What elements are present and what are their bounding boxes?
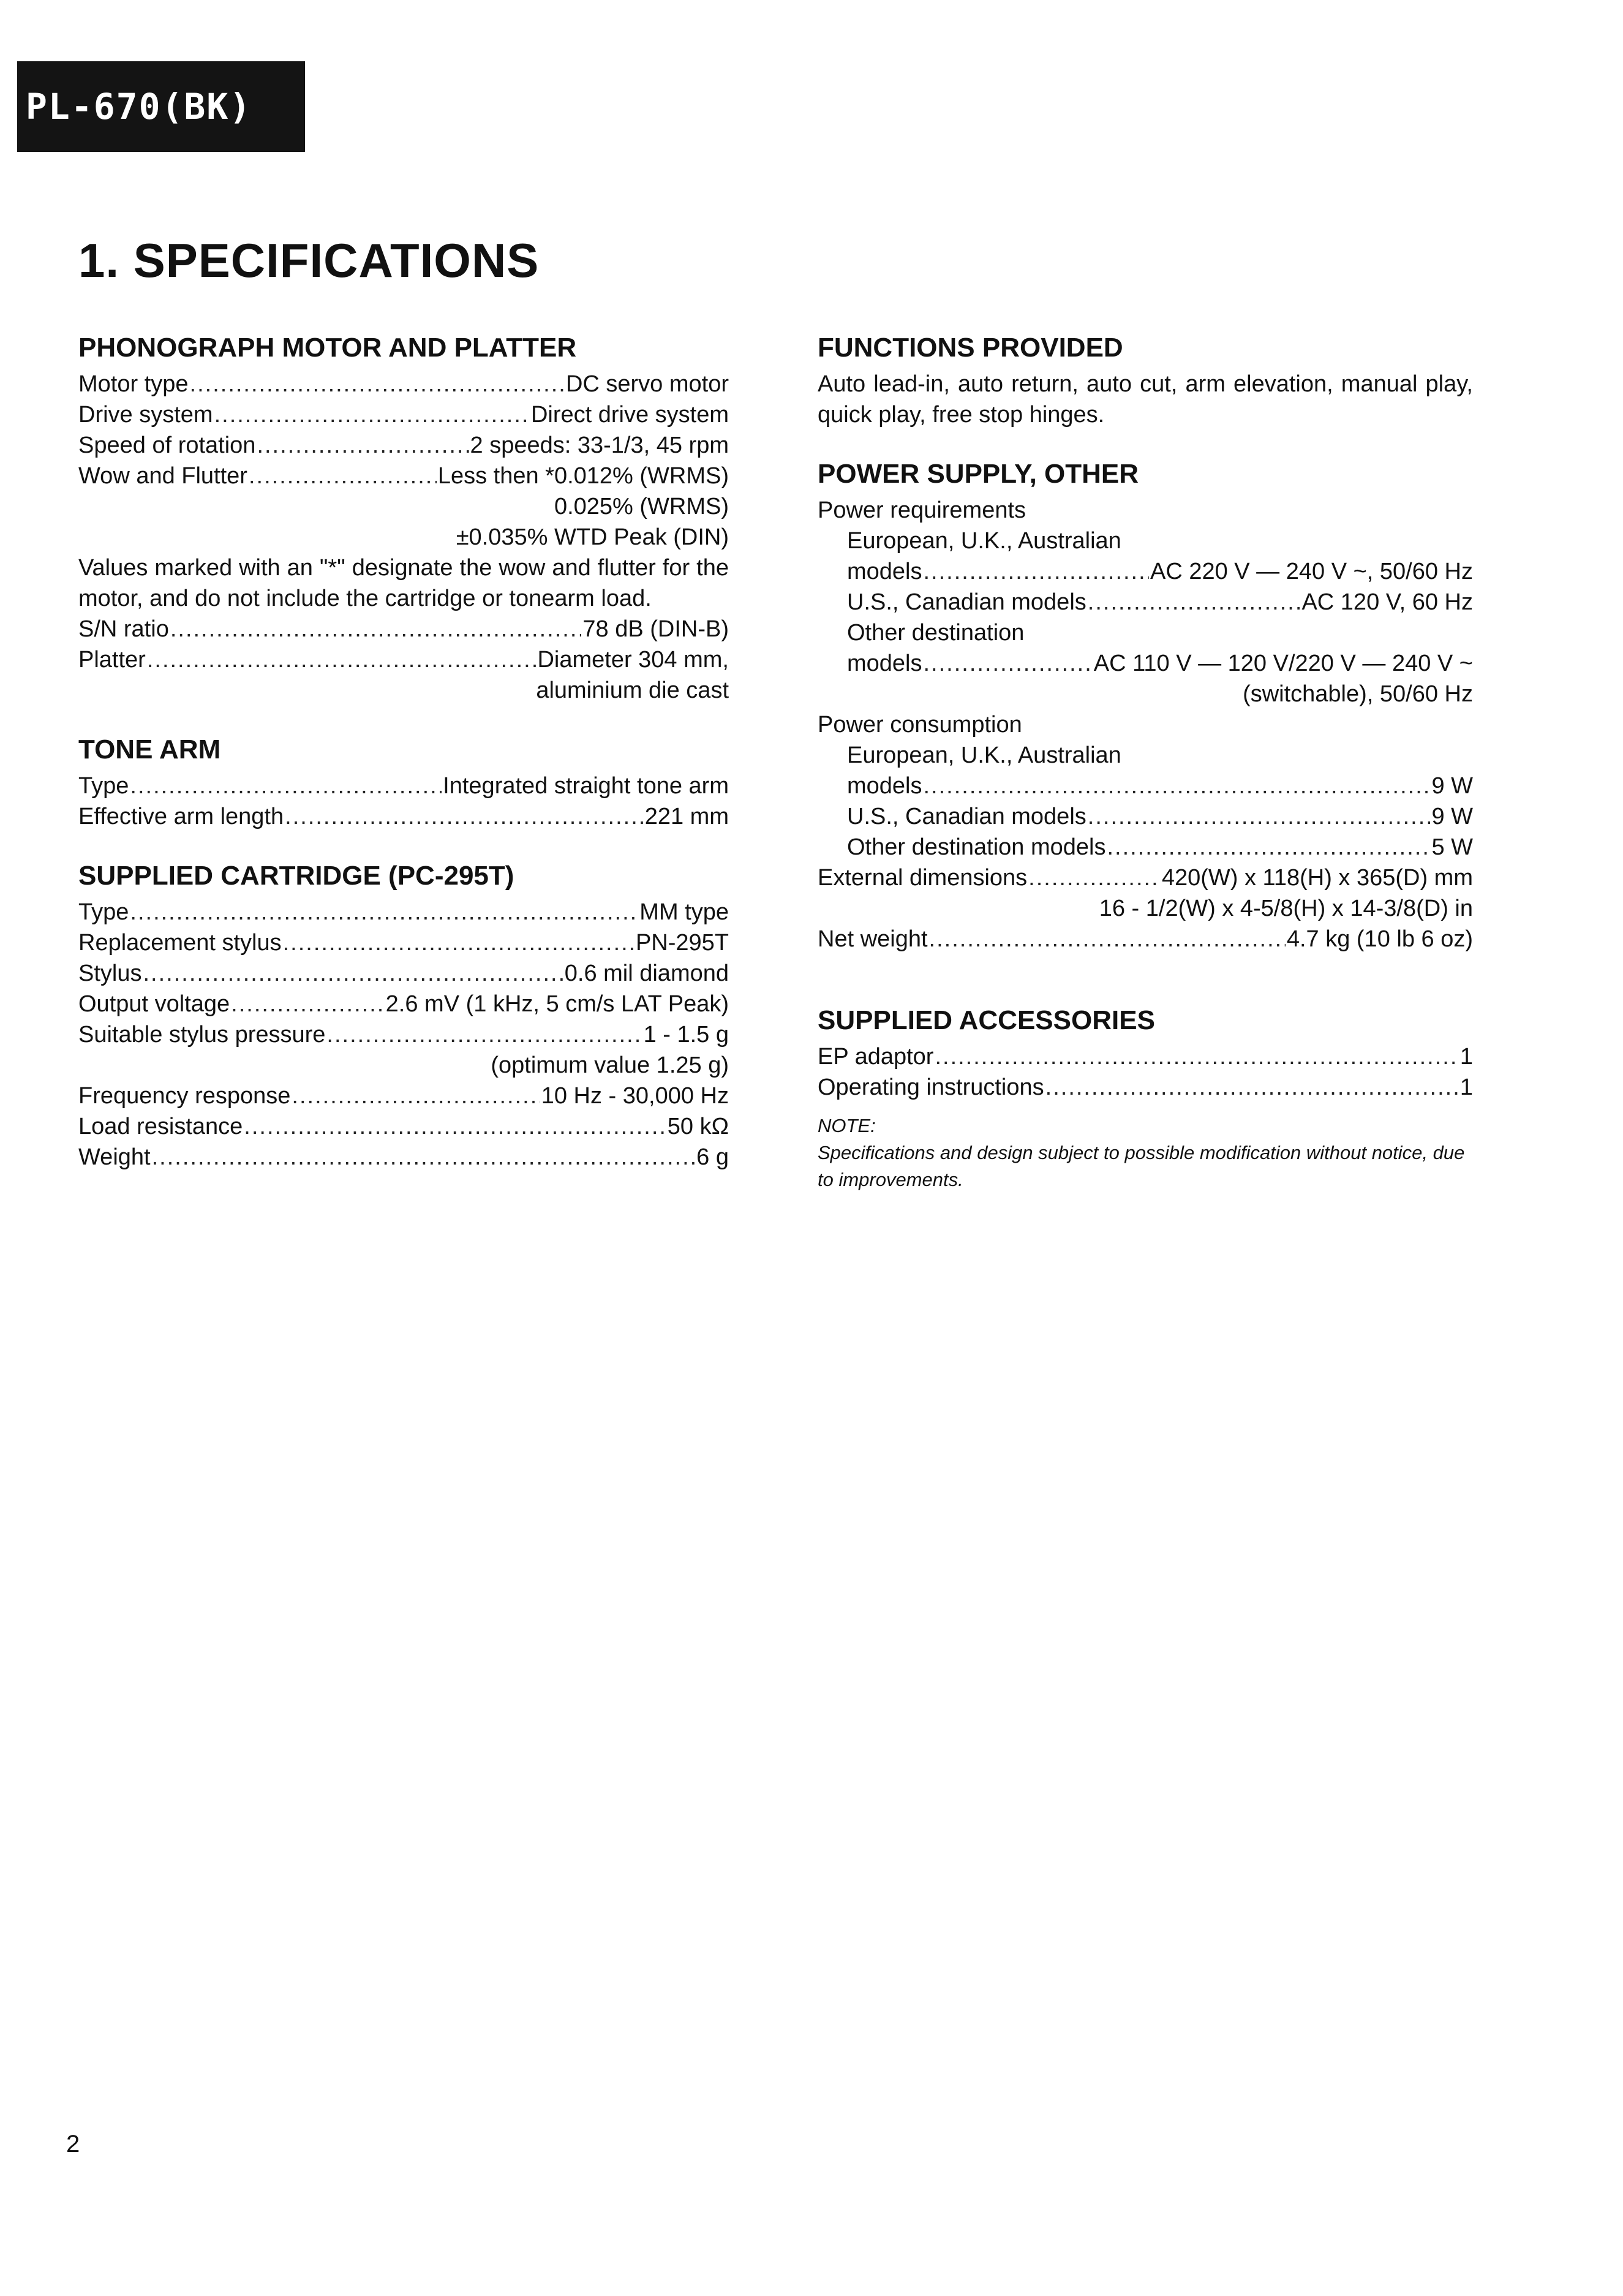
spec-label: Drive system bbox=[78, 402, 213, 428]
spec-row-consumption-other bbox=[818, 832, 1473, 863]
spec-label: Platter bbox=[78, 647, 146, 673]
spec-label: Motor type bbox=[78, 371, 189, 397]
note-label: NOTE: bbox=[818, 1115, 876, 1136]
spec-label: Effective arm length bbox=[78, 804, 284, 829]
power-section bbox=[818, 457, 1473, 954]
power-requirements-label: Power requirements bbox=[818, 497, 1026, 523]
spec-row-consumption-us bbox=[818, 801, 1473, 832]
spec-row-sn-ratio bbox=[78, 614, 729, 644]
spec-label: Suitable stylus pressure bbox=[78, 1022, 326, 1048]
spec-label: Wow and Flutter bbox=[78, 463, 247, 489]
spec-value: 9 W bbox=[1431, 773, 1473, 799]
spec-value-continued: 16 - 1/2(W) x 4-5/8(H) x 14-3/8(D) in bbox=[1099, 896, 1473, 921]
spec-value: PN-295T bbox=[635, 930, 729, 956]
spec-row-dimensions bbox=[818, 863, 1473, 893]
spec-value: 10 Hz - 30,000 Hz bbox=[541, 1083, 729, 1109]
spec-row-speed bbox=[78, 430, 729, 461]
spec-row-power-eu bbox=[818, 556, 1473, 587]
leader-dots bbox=[1088, 801, 1431, 832]
leader-dots bbox=[249, 461, 437, 491]
spec-label: Replacement stylus bbox=[78, 930, 282, 956]
spec-value: 2 speeds: 33-1/3, 45 rpm bbox=[470, 432, 729, 458]
spec-value: Less then *0.012% (WRMS) bbox=[437, 463, 729, 489]
spec-value: 6 g bbox=[696, 1144, 729, 1170]
spec-label: S/N ratio bbox=[78, 616, 169, 642]
spec-value: MM type bbox=[639, 899, 729, 925]
spec-row-replacement-stylus bbox=[78, 927, 729, 958]
power-consumption-label: Power consumption bbox=[818, 712, 1022, 738]
spec-value: DC servo motor bbox=[565, 371, 729, 397]
model-label: PL-670(BK) bbox=[26, 86, 252, 127]
spec-value: Diameter 304 mm, bbox=[537, 647, 729, 673]
spec-value: 4.7 kg (10 lb 6 oz) bbox=[1286, 926, 1473, 952]
spec-value: AC 110 V — 120 V/220 V — 240 V ~ bbox=[1093, 651, 1473, 676]
spec-label: External dimensions bbox=[818, 865, 1028, 891]
spec-row-stylus-pressure bbox=[78, 1019, 729, 1050]
leader-dots bbox=[152, 1142, 696, 1173]
spec-value: AC 120 V, 60 Hz bbox=[1301, 589, 1473, 615]
spec-row-load-resistance bbox=[78, 1111, 729, 1142]
spec-row-stylus bbox=[78, 958, 729, 989]
spec-row-arm-length bbox=[78, 801, 729, 832]
functions-text: Auto lead-in, auto return, auto cut, arm elevation, manual play, quick play, free stop hinges. bbox=[818, 371, 1473, 428]
spec-label: Frequency response bbox=[78, 1083, 291, 1109]
leader-dots bbox=[929, 924, 1286, 954]
motor-section bbox=[78, 331, 729, 706]
power-heading: POWER SUPPLY, OTHER bbox=[818, 459, 1139, 489]
spec-label: U.S., Canadian models bbox=[847, 804, 1086, 829]
functions-heading: FUNCTIONS PROVIDED bbox=[818, 333, 1123, 363]
spec-label: Net weight bbox=[818, 926, 928, 952]
spec-value: 2.6 mV (1 kHz, 5 cm/s LAT Peak) bbox=[385, 991, 729, 1017]
leader-dots bbox=[935, 1041, 1458, 1072]
spec-value-continued: 0.025% (WRMS) bbox=[554, 494, 729, 519]
spec-value-continued: ±0.035% WTD Peak (DIN) bbox=[456, 524, 729, 550]
leader-dots bbox=[214, 399, 530, 430]
spec-label: Weight bbox=[78, 1144, 151, 1170]
spec-row-wow-flutter bbox=[78, 461, 729, 491]
spec-value: 78 dB (DIN-B) bbox=[582, 616, 729, 642]
spec-row-drive-system bbox=[78, 399, 729, 430]
spec-row-motor-type bbox=[78, 369, 729, 399]
cartridge-heading: SUPPLIED CARTRIDGE (PC-295T) bbox=[78, 861, 514, 891]
spec-label: Stylus bbox=[78, 961, 142, 986]
spec-row-weight bbox=[78, 1142, 729, 1173]
spec-value-continued: aluminium die cast bbox=[536, 678, 729, 703]
page-number: 2 bbox=[66, 2131, 80, 2158]
leader-dots bbox=[283, 927, 635, 958]
spec-value-continued: (optimum value 1.25 g) bbox=[491, 1052, 729, 1078]
cartridge-section bbox=[78, 859, 729, 1173]
consumption-eu-label: European, U.K., Australian bbox=[847, 742, 1121, 768]
spec-label: Other destination models bbox=[847, 834, 1106, 860]
leader-dots bbox=[1045, 1072, 1459, 1103]
spec-label: EP adaptor bbox=[818, 1044, 934, 1070]
power-eu-label: European, U.K., Australian bbox=[847, 528, 1121, 554]
note-text: Specifications and design subject to possible modification without notice, due to improvements. bbox=[818, 1142, 1465, 1190]
leader-dots bbox=[257, 430, 469, 461]
spec-value: Integrated straight tone arm bbox=[443, 773, 729, 799]
leader-dots bbox=[924, 648, 1093, 679]
leader-dots bbox=[1088, 587, 1301, 617]
spec-row-consumption-eu bbox=[818, 771, 1473, 801]
spec-label: Operating instructions bbox=[818, 1074, 1044, 1100]
spec-row-cartridge-type bbox=[78, 897, 729, 927]
spec-label: Load resistance bbox=[78, 1114, 243, 1139]
power-other-label: Other destination bbox=[847, 620, 1025, 646]
spec-label: Speed of rotation bbox=[78, 432, 256, 458]
leader-dots bbox=[1107, 832, 1430, 863]
spec-value: 420(W) x 118(H) x 365(D) mm bbox=[1161, 865, 1473, 891]
tonearm-heading: TONE ARM bbox=[78, 734, 221, 765]
spec-label: Output voltage bbox=[78, 991, 230, 1017]
spec-label: models bbox=[847, 773, 922, 799]
spec-row-power-us bbox=[818, 587, 1473, 617]
leader-dots bbox=[1028, 863, 1161, 893]
tonearm-section bbox=[78, 733, 729, 832]
spec-value: 9 W bbox=[1431, 804, 1473, 829]
spec-value: 221 mm bbox=[644, 804, 729, 829]
spec-row-net-weight bbox=[818, 924, 1473, 954]
spec-row-ep-adaptor bbox=[818, 1041, 1473, 1072]
leader-dots bbox=[130, 771, 442, 801]
leader-dots bbox=[130, 897, 638, 927]
spec-value-continued: (switchable), 50/60 Hz bbox=[1243, 681, 1473, 707]
leader-dots bbox=[924, 556, 1149, 587]
spec-value: 0.6 mil diamond bbox=[564, 961, 729, 986]
spec-row-tonearm-type bbox=[78, 771, 729, 801]
motor-heading: PHONOGRAPH MOTOR AND PLATTER bbox=[78, 333, 577, 363]
spec-label: models bbox=[847, 559, 922, 584]
leader-dots bbox=[292, 1081, 540, 1111]
spec-label: Type bbox=[78, 773, 129, 799]
spec-value: 1 - 1.5 g bbox=[643, 1022, 729, 1048]
spec-value: 5 W bbox=[1431, 834, 1473, 860]
spec-row-output-voltage bbox=[78, 989, 729, 1019]
spec-row-platter bbox=[78, 644, 729, 675]
leader-dots bbox=[924, 771, 1431, 801]
spec-row-operating-instructions bbox=[818, 1072, 1473, 1103]
spec-row-power-other bbox=[818, 648, 1473, 679]
spec-row-frequency-response bbox=[78, 1081, 729, 1111]
spec-value: AC 220 V — 240 V ~, 50/60 Hz bbox=[1150, 559, 1473, 584]
right-column bbox=[818, 331, 1473, 1220]
leader-dots bbox=[326, 1019, 642, 1050]
spec-value: Direct drive system bbox=[530, 402, 729, 428]
accessories-section bbox=[818, 1003, 1473, 1193]
leader-dots bbox=[244, 1111, 666, 1142]
leader-dots bbox=[170, 614, 582, 644]
leader-dots bbox=[231, 989, 385, 1019]
spec-label: U.S., Canadian models bbox=[847, 589, 1086, 615]
spec-value: 1 bbox=[1459, 1074, 1473, 1100]
model-label-box bbox=[17, 61, 305, 152]
leader-dots bbox=[190, 369, 565, 399]
spec-label: Type bbox=[78, 899, 129, 925]
spec-value: 1 bbox=[1459, 1044, 1473, 1070]
leader-dots bbox=[143, 958, 563, 989]
leader-dots bbox=[147, 644, 537, 675]
page-title: 1. SPECIFICATIONS bbox=[78, 233, 540, 287]
leader-dots bbox=[285, 801, 644, 832]
spec-value: 50 kΩ bbox=[667, 1114, 729, 1139]
functions-section bbox=[818, 331, 1473, 430]
left-column bbox=[78, 331, 729, 1199]
wow-flutter-note: Values marked with an "*" designate the wow and flutter for the motor, and do not include the cartridge or tonearm load. bbox=[78, 555, 729, 611]
spec-label: models bbox=[847, 651, 922, 676]
accessories-heading: SUPPLIED ACCESSORIES bbox=[818, 1005, 1155, 1035]
